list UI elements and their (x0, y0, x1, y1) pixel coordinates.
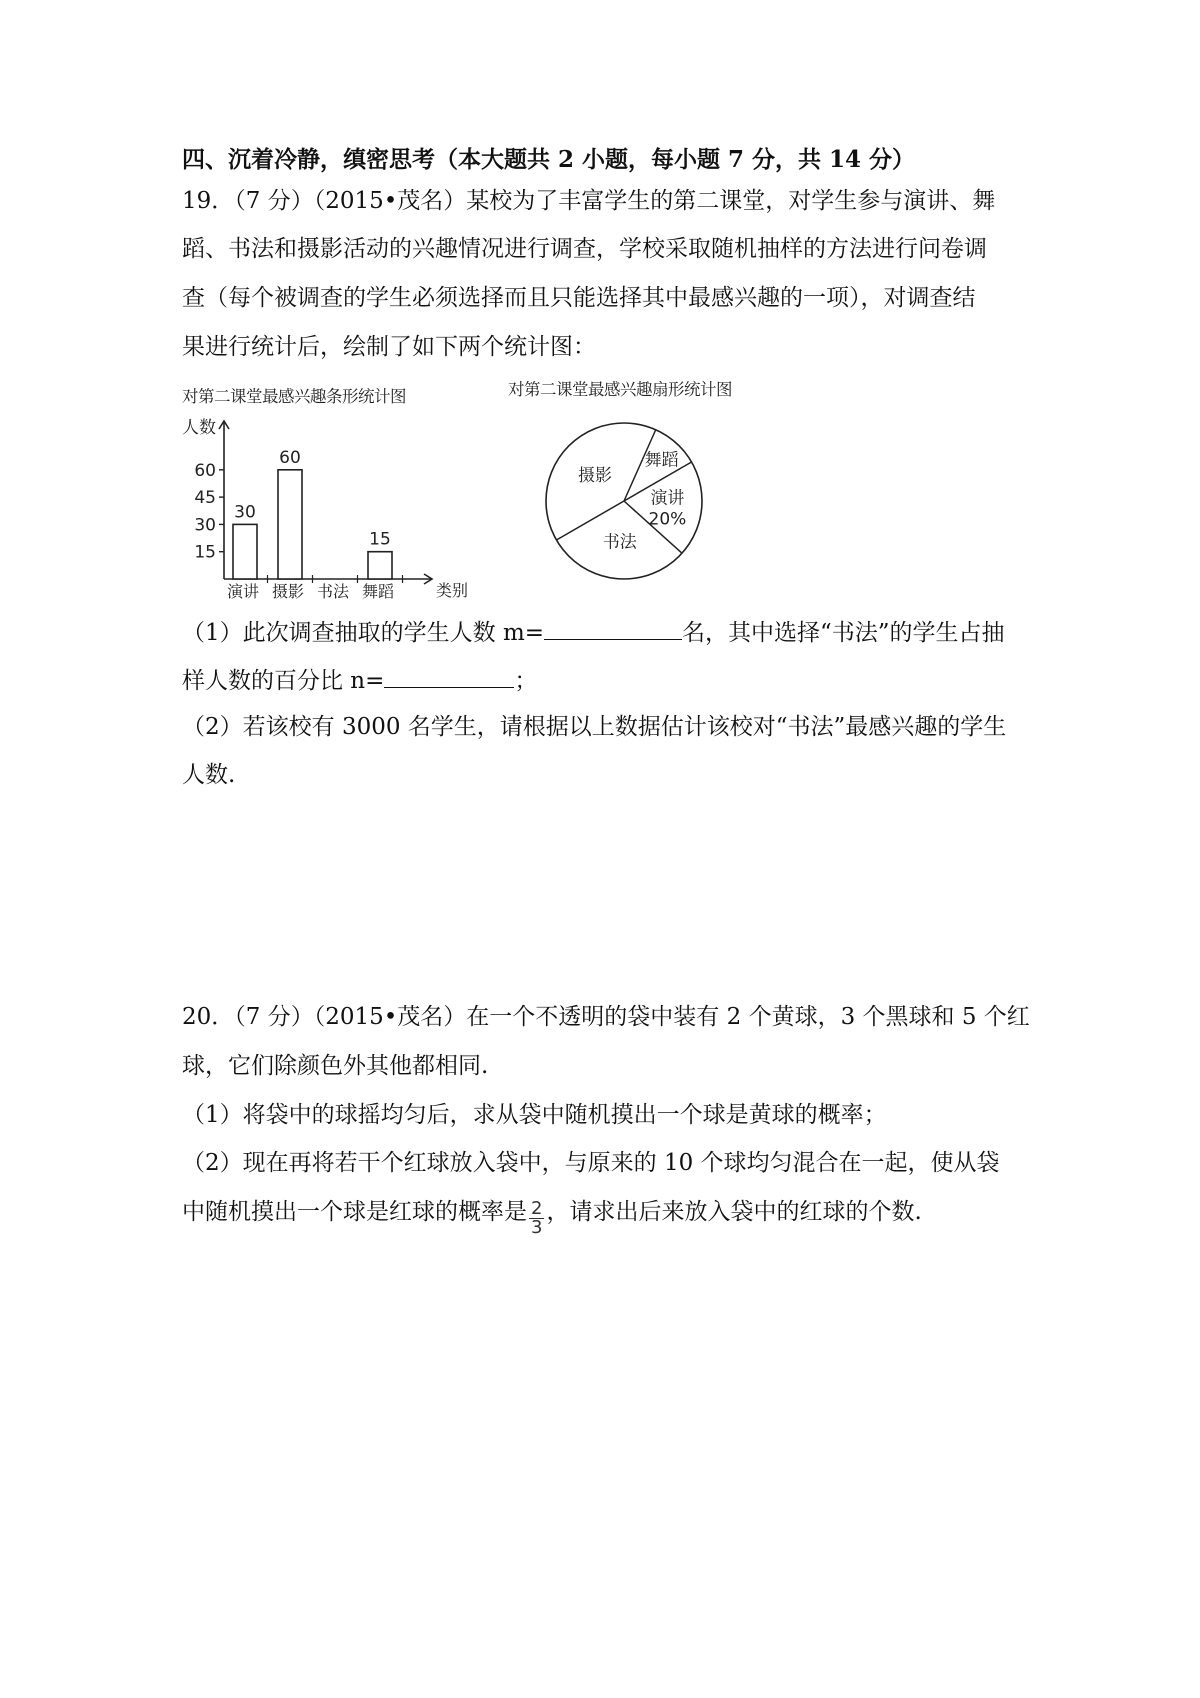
pie-slice-label: 摄影 (578, 465, 613, 486)
x-tick-label: 书法 (316, 582, 350, 601)
q20-part2-line-2 (182, 1197, 1032, 1237)
q19-line-3: 查（每个被调查的学生必须选择而且只能选择其中最感兴趣的一项），对调查结 (182, 285, 976, 311)
y-tick-label: 60 (194, 460, 216, 481)
fraction-two-thirds (529, 1200, 544, 1237)
q20-part1: （1）将袋中的球摇均匀后，求从袋中随机摸出一个球是黄球的概率； (182, 1102, 887, 1128)
x-tick-label: 舞蹈 (361, 582, 395, 601)
bar-data-label: 60 (279, 447, 301, 468)
q19-part1-text-d: ； (514, 668, 538, 694)
q19-part2-line-2: 人数. (182, 762, 236, 788)
y-tick-label: 45 (194, 488, 216, 509)
x-tick-label: 摄影 (271, 582, 305, 601)
pie-slice-label: 书法 (602, 532, 637, 553)
q19-part1-line-2 (182, 665, 1032, 696)
q20-line-1: 20．（7 分）（2015•茂名）在一个不透明的袋中装有 2 个黄球，3 个黑球和 5 个红 (182, 1004, 1030, 1030)
q19-line-2: 蹈、书法和摄影活动的兴趣情况进行调查，学校采取随机抽样的方法进行问卷调 (182, 236, 987, 262)
q19-part2-line-1: （2）若该校有 3000 名学生，请根据以上数据估计该校对“书法”最感兴趣的学生 (182, 714, 1007, 740)
pie-chart (502, 383, 822, 605)
bar (278, 470, 302, 579)
y-tick-label: 30 (194, 515, 216, 536)
fraction-denominator: 3 (531, 1217, 543, 1238)
answer-blank-n (384, 665, 514, 688)
x-tick-label: 演讲 (226, 582, 260, 601)
q20-part2-text-a: 中随机摸出一个球是红球的概率是 (182, 1199, 527, 1225)
q19-line-4: 果进行统计后，绘制了如下两个统计图： (182, 334, 596, 360)
q19-part1-line-1 (182, 617, 1032, 648)
bar (368, 552, 392, 579)
pie-chart-title: 对第二课堂最感兴趣扇形统计图 (508, 380, 732, 399)
fraction-numerator: 2 (531, 1198, 543, 1219)
bar-data-label: 30 (234, 502, 256, 523)
y-tick-label: 15 (194, 542, 216, 563)
q19-line-1: 19．（7 分）（2015•茂名）某校为了丰富学生的第二课堂，对学生参与演讲、舞 (182, 188, 996, 214)
answer-blank-m (544, 617, 682, 640)
q19-part1-text-c: 样人数的百分比 n= (182, 668, 385, 694)
q20-line-2: 球，它们除颜色外其他都相同. (182, 1053, 489, 1079)
y-axis-label: 人数 (182, 418, 216, 438)
q20-part2-line-1: （2）现在再将若干个红球放入袋中，与原来的 10 个球均匀混合在一起，使从袋 (182, 1150, 1000, 1176)
q19-part1-text-a: （1）此次调查抽取的学生人数 m= (182, 620, 545, 646)
q20-part2-text-b: ，请求出后来放入袋中的红球的个数. (546, 1199, 922, 1225)
section-heading: 四、沉着冷静，缜密思考（本大题共 2 小题，每小题 7 分，共 14 分） (182, 146, 916, 173)
pie-slice-label: 舞蹈 (644, 450, 679, 471)
q19-part1-text-b: 名，其中选择“书法”的学生占抽 (682, 620, 1005, 646)
bar-data-label: 15 (369, 529, 391, 550)
q19-charts (182, 380, 822, 605)
bar-chart-title: 对第二课堂最感兴趣条形统计图 (182, 387, 406, 406)
pie-slice-label: 演讲 (650, 488, 685, 509)
bar (233, 524, 257, 579)
bar-chart (182, 383, 482, 605)
pie-slice-percent: 20% (648, 509, 687, 530)
x-axis-label: 类别 (436, 581, 469, 600)
